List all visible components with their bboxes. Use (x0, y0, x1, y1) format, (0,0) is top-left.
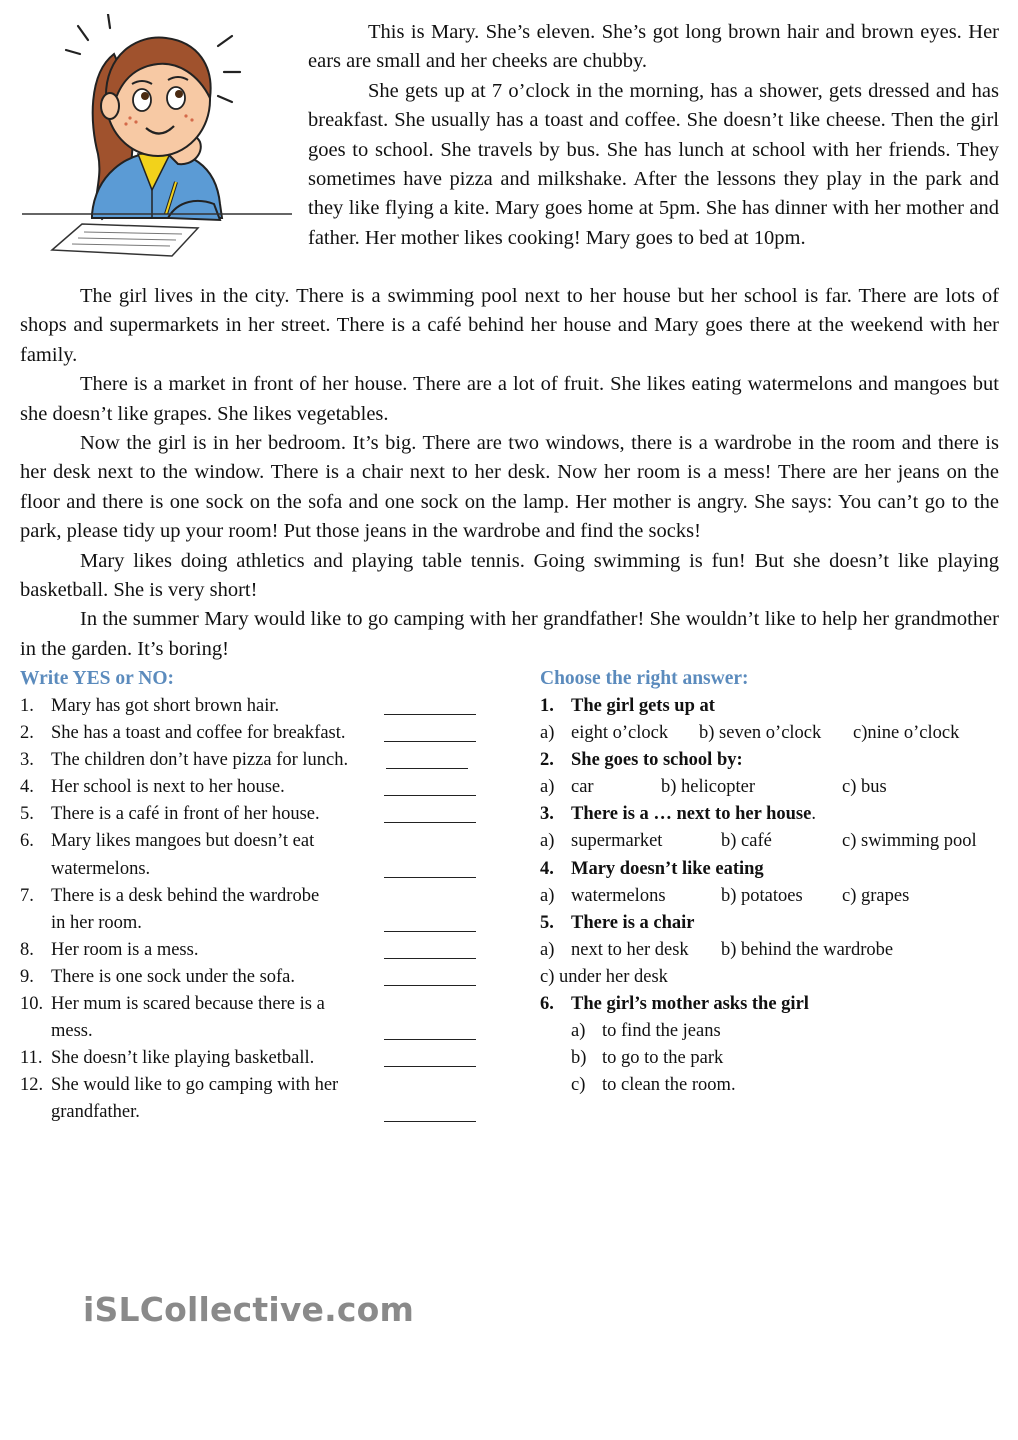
item-text (51, 991, 381, 1045)
answer-blank[interactable] (384, 740, 476, 742)
option-text: to clean the room. (602, 1075, 736, 1096)
yes-no-item (20, 937, 490, 964)
item-number: 2. (20, 723, 34, 744)
option-letter: a) (540, 831, 555, 852)
choose-list (540, 693, 1010, 1099)
item-number: 11. (20, 1048, 43, 1069)
item-text-line: in her room. (51, 912, 142, 933)
option-b[interactable]: b) potatoes (721, 885, 803, 906)
question-text: The girl gets up at (571, 696, 715, 716)
item-text-line: grandfather. (51, 1102, 140, 1123)
item-text-line: Her mum is scared because there is a (51, 994, 325, 1015)
item-number: 4. (20, 777, 34, 798)
story-text (20, 282, 999, 664)
options-row (540, 964, 1010, 991)
answer-blank[interactable] (384, 984, 476, 986)
yes-no-item (20, 774, 490, 801)
item-number: 12. (20, 1075, 44, 1096)
option-c[interactable]: c)nine o’clock (853, 723, 960, 744)
item-text: The children don’t have pizza for lunch. (51, 750, 349, 771)
item-number: 8. (20, 939, 34, 960)
question (540, 801, 1010, 828)
yes-no-heading: Write YES or NO: (20, 668, 175, 689)
question-text: There is a … next to her house (571, 804, 812, 825)
option-c[interactable]: c) grapes (842, 885, 910, 906)
question (540, 747, 1010, 774)
story-paragraph: Mary likes doing athletics and playing table tennis. Going swimming is fun! But she doesn’t like playing basketball. She is very short! (20, 549, 999, 602)
option-c[interactable] (540, 1072, 1010, 1099)
yes-no-item (20, 720, 490, 747)
item-text-line: There is a desk behind the wardrobe (51, 885, 320, 906)
story-paragraph: There is a market in front of her house. There are a lot of fruit. She likes eating watermelons and mangoes but she doesn’t like grapes. She likes vegetables. (20, 373, 999, 425)
option-letter: a) (540, 885, 555, 906)
item-text (51, 828, 381, 882)
option-letter: a) (540, 939, 555, 960)
item-text-line: watermelons. (51, 858, 151, 879)
yes-no-item (20, 801, 490, 828)
yes-no-item (20, 883, 490, 937)
question (540, 991, 1010, 1018)
yes-no-item (20, 693, 490, 720)
option-c[interactable]: c) under her desk (540, 966, 668, 987)
question (540, 910, 1010, 937)
item-number: 7. (20, 885, 34, 906)
answer-blank[interactable] (384, 876, 476, 878)
options-row (540, 937, 1010, 964)
item-text: There is one sock under the sofa. (51, 966, 296, 987)
option-a[interactable]: supermarket (571, 831, 663, 852)
answer-blank[interactable] (384, 713, 476, 715)
item-number: 1. (20, 696, 34, 716)
question-suffix: . (811, 804, 816, 825)
option-b[interactable]: b) seven o’clock (699, 723, 822, 744)
answer-blank[interactable] (384, 930, 476, 932)
option-b[interactable] (540, 1045, 1010, 1072)
question-number: 5. (540, 912, 554, 933)
item-text: She doesn’t like playing basketball. (51, 1048, 315, 1069)
question-text: There is a chair (571, 912, 695, 933)
option-c[interactable]: c) swimming pool (842, 831, 977, 852)
intro-paragraph: She gets up at 7 o’clock in the morning, has a shower, gets dressed and has breakfast. She usually has a toast and coffee. She doesn’t like cheese. Then the girl goes to school. She travels by bus. She has lunch at school with her friends. They sometimes have pizza and milkshake. After the lessons they play in the park and they like flying a kite. Mary goes home at 5pm. She has dinner with her mother and father. Her mother likes cooking! Mary goes to bed at 10pm. (308, 79, 999, 249)
question-number: 1. (540, 696, 554, 716)
options-row (540, 774, 1010, 801)
question-text: The girl’s mother asks the girl (571, 994, 809, 1015)
question-number: 6. (540, 994, 554, 1015)
item-text (51, 883, 381, 937)
item-text (51, 1072, 381, 1126)
item-text: She has a toast and coffee for breakfast. (51, 723, 346, 744)
answer-blank[interactable] (386, 767, 468, 769)
yes-no-item (20, 1072, 490, 1126)
answer-blank[interactable] (384, 1065, 476, 1067)
item-number: 9. (20, 966, 34, 987)
item-text-line: She would like to go camping with her (51, 1075, 339, 1096)
option-letter: b) (571, 1048, 587, 1069)
yes-no-list (20, 693, 490, 1127)
option-b[interactable]: b) café (721, 831, 772, 852)
story-paragraph: The girl lives in the city. There is a swimming pool next to her house but her school is far. There are lots of shops and supermarkets in her street. There is a café behind her house and Mary goes there at the weekend with her family. (20, 285, 999, 366)
item-text: Her school is next to her house. (51, 777, 285, 798)
option-text: to find the jeans (602, 1021, 721, 1042)
item-text: Mary has got short brown hair. (51, 696, 280, 716)
yes-no-item (20, 747, 490, 774)
item-number: 5. (20, 804, 34, 825)
option-a[interactable]: car (571, 777, 594, 798)
answer-blank[interactable] (384, 1120, 476, 1122)
question-number: 2. (540, 750, 554, 771)
item-number: 10. (20, 994, 44, 1015)
answer-blank[interactable] (384, 1038, 476, 1040)
story-paragraph: In the summer Mary would like to go camping with her grandfather! She wouldn’t like to help her grandmother in the garden. It’s boring! (20, 608, 999, 660)
intro-text (308, 18, 999, 253)
option-letter: c) (571, 1075, 586, 1096)
choose-heading: Choose the right answer: (540, 668, 749, 689)
item-text-line: Mary likes mangoes but doesn’t eat (51, 831, 315, 852)
option-a[interactable]: watermelons (571, 885, 666, 906)
question (540, 856, 1010, 883)
item-number: 3. (20, 750, 34, 771)
option-a[interactable]: eight o’clock (571, 723, 669, 744)
answer-blank[interactable] (384, 821, 476, 823)
item-text: Her room is a mess. (51, 939, 199, 960)
options-row (540, 883, 1010, 910)
option-a[interactable] (540, 1018, 1010, 1045)
options-row (540, 720, 1010, 747)
option-c[interactable]: c) bus (842, 777, 887, 798)
yes-no-item (20, 991, 490, 1045)
options-row (540, 828, 1010, 855)
question (540, 693, 1010, 720)
option-b[interactable]: b) behind the wardrobe (721, 939, 894, 960)
option-letter: a) (571, 1021, 586, 1042)
option-letter: a) (540, 777, 555, 798)
yes-no-item (20, 964, 490, 991)
question-number: 4. (540, 858, 554, 879)
question-text: She goes to school by: (571, 750, 743, 771)
item-text-line: mess. (51, 1021, 93, 1042)
question-text: Mary doesn’t like eating (571, 858, 764, 879)
girl-writing-illustration (18, 14, 294, 276)
option-text: to go to the park (602, 1048, 724, 1069)
option-b[interactable]: b) helicopter (661, 777, 755, 798)
answer-blank[interactable] (384, 957, 476, 959)
story-paragraph: Now the girl is in her bedroom. It’s big. There are two windows, there is a wardrobe in the room and there is her desk next to the window. There is a chair next to her desk. Now her room is a mess! There are her jeans on the floor and there is one sock on the sofa and one sock on the lamp. Her mother is angry. She says: You can’t go to the park, please tidy up your room! Put those jeans in the wardrobe and find the socks! (20, 432, 999, 543)
yes-no-item (20, 828, 490, 882)
item-text: There is a café in front of her house. (51, 804, 320, 825)
site-watermark: iSLCollective.com (83, 1290, 415, 1329)
yes-no-item (20, 1045, 490, 1072)
answer-blank[interactable] (384, 794, 476, 796)
option-letter: a) (540, 723, 555, 744)
option-a[interactable]: next to her desk (571, 939, 689, 960)
intro-paragraph: This is Mary. She’s eleven. She’s got long brown hair and brown eyes. Her ears are small and her cheeks are chubby. (308, 21, 999, 73)
question-number: 3. (540, 804, 554, 825)
item-number: 6. (20, 831, 34, 852)
